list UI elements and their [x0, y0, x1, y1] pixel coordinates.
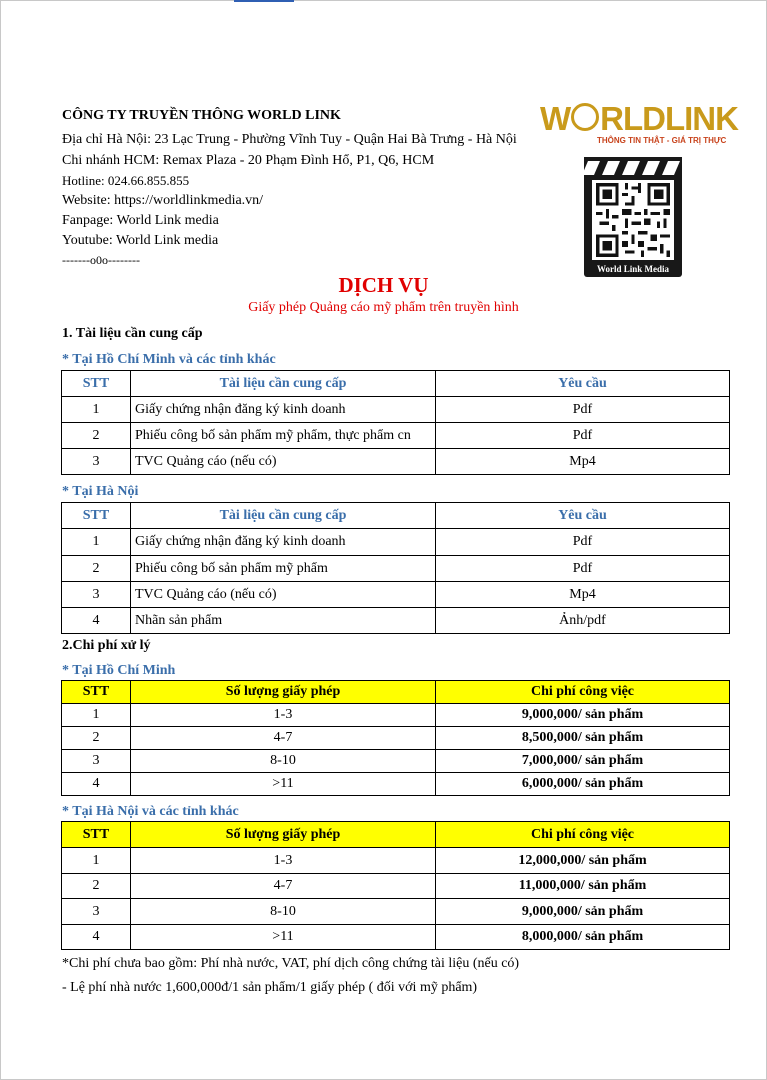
cell-stt: 2 [62, 556, 131, 582]
cell-stt: 4 [62, 608, 131, 634]
logo-text-end: RLDLINK [600, 100, 738, 137]
section2-heading: 2.Chi phí xử lý [62, 638, 151, 653]
cell-stt: 3 [62, 899, 131, 925]
table-row [62, 582, 730, 608]
cell-license-count: 8-10 [131, 750, 436, 773]
header-license-count: Số lượng giấy phép [131, 822, 436, 848]
header-stt: STT [62, 371, 131, 397]
cell-stt: 1 [62, 397, 131, 423]
company-branch: Chi nhánh HCM: Remax Plaza - 20 Phạm Đình Hổ, P1, Q6, HCM [62, 153, 435, 168]
cell-stt: 3 [62, 449, 131, 475]
header-stt: STT [62, 822, 131, 848]
cell-stt: 1 [62, 704, 131, 727]
cost-table-hcm [61, 680, 730, 796]
section1-hcm-label: * Tại Hồ Chí Minh và các tỉnh khác [62, 352, 276, 367]
clapperboard-icon [584, 157, 682, 179]
header-cost: Chi phí công việc [436, 822, 730, 848]
cell-document: Giấy chứng nhận đăng ký kinh doanh [131, 529, 436, 556]
header-divider: -------o0o-------- [62, 253, 140, 267]
table-row [62, 773, 730, 796]
logo-text-start: W [540, 100, 571, 137]
header-requirement: Yêu cầu [436, 503, 730, 529]
cell-document: Giấy chứng nhận đăng ký kinh doanh [131, 397, 436, 423]
cell-cost: 8,000,000/ sản phẩm [436, 925, 730, 950]
cell-stt: 3 [62, 750, 131, 773]
company-fanpage[interactable]: Fanpage: World Link media [62, 213, 219, 228]
table-row [62, 423, 730, 449]
note-excluded-costs: *Chi phí chưa bao gồm: Phí nhà nước, VAT, phí dịch công chứng tài liệu (nếu có) [62, 956, 520, 971]
cell-stt: 2 [62, 874, 131, 899]
table-row [62, 449, 730, 475]
table-row [62, 750, 730, 773]
section2-hn-label: * Tại Hà Nội và các tỉnh khác [62, 804, 239, 819]
company-address: Địa chỉ Hà Nội: 23 Lạc Trung - Phường Vĩnh Tuy - Quận Hai Bà Trưng - Hà Nội [62, 132, 517, 147]
cell-stt: 2 [62, 727, 131, 750]
section1-heading: 1. Tài liệu cần cung cấp [62, 326, 203, 341]
cell-document: TVC Quảng cáo (nếu có) [131, 582, 436, 608]
cell-document: Phiếu công bố sản phẩm mỹ phẩm, thực phẩm cn [131, 423, 436, 449]
cell-cost: 6,000,000/ sản phẩm [436, 773, 730, 796]
table-header-row [62, 371, 730, 397]
table-row [62, 608, 730, 634]
table-row [62, 397, 730, 423]
table-row [62, 848, 730, 874]
page-subtitle: Giấy phép Quảng cáo mỹ phẩm trên truyền hình [248, 300, 519, 315]
company-youtube[interactable]: Youtube: World Link media [62, 233, 219, 248]
cell-stt: 1 [62, 848, 131, 874]
section1-hn-label: * Tại Hà Nội [62, 484, 139, 499]
cell-document: Phiếu công bố sản phẩm mỹ phẩm [131, 556, 436, 582]
worldlink-logo [540, 100, 738, 138]
cell-requirement: Mp4 [436, 449, 730, 475]
cell-requirement: Pdf [436, 423, 730, 449]
header-license-count: Số lượng giấy phép [131, 681, 436, 704]
company-website[interactable]: Website: https://worldlinkmedia.vn/ [62, 193, 264, 208]
header-cost: Chi phí công việc [436, 681, 730, 704]
cell-requirement: Pdf [436, 397, 730, 423]
qr-caption: World Link Media [596, 264, 669, 274]
cell-requirement: Mp4 [436, 582, 730, 608]
cell-license-count: 4-7 [131, 874, 436, 899]
note-state-fee: - Lệ phí nhà nước 1,600,000đ/1 sản phẩm/1 giấy phép ( đối với mỹ phẩm) [62, 980, 478, 995]
cell-stt: 1 [62, 529, 131, 556]
cell-license-count: 1-3 [131, 848, 436, 874]
page-title: DỊCH VỤ [338, 273, 429, 297]
table-row [62, 874, 730, 899]
cell-requirement: Pdf [436, 529, 730, 556]
table-row [62, 727, 730, 750]
table-row [62, 529, 730, 556]
cell-license-count: 4-7 [131, 727, 436, 750]
section2-hcm-label: * Tại Hồ Chí Minh [62, 663, 176, 678]
table-row [62, 556, 730, 582]
table-header-row [62, 681, 730, 704]
docs-table-hcm [61, 370, 730, 475]
cell-cost: 9,000,000/ sản phẩm [436, 899, 730, 925]
cell-license-count: >11 [131, 925, 436, 950]
cell-cost: 9,000,000/ sản phẩm [436, 704, 730, 727]
docs-table-hn [61, 502, 730, 634]
cell-license-count: >11 [131, 773, 436, 796]
table-header-row [62, 822, 730, 848]
cell-document: Nhãn sản phẩm [131, 608, 436, 634]
cell-cost: 8,500,000/ sản phẩm [436, 727, 730, 750]
table-header-row [62, 503, 730, 529]
header-document: Tài liệu cần cung cấp [131, 503, 436, 529]
cell-requirement: Ảnh/pdf [436, 608, 730, 634]
cell-cost: 11,000,000/ sản phẩm [436, 874, 730, 899]
top-accent-bar [234, 0, 294, 2]
table-row [62, 925, 730, 950]
cell-document: TVC Quảng cáo (nếu có) [131, 449, 436, 475]
header-requirement: Yêu cầu [436, 371, 730, 397]
table-row [62, 704, 730, 727]
header-document: Tài liệu cần cung cấp [131, 371, 436, 397]
logo-o-ring-icon [571, 103, 599, 131]
cell-stt: 4 [62, 925, 131, 950]
cell-license-count: 1-3 [131, 704, 436, 727]
cell-stt: 3 [62, 582, 131, 608]
company-hotline: Hotline: 024.66.855.855 [62, 173, 190, 188]
cost-table-hn [61, 821, 730, 950]
logo-slogan: THÔNG TIN THẬT - GIÁ TRỊ THỰC [597, 136, 727, 145]
qr-code-icon [592, 180, 674, 260]
cell-requirement: Pdf [436, 556, 730, 582]
cell-cost: 7,000,000/ sản phẩm [436, 750, 730, 773]
cell-license-count: 8-10 [131, 899, 436, 925]
header-stt: STT [62, 503, 131, 529]
qr-code-image [584, 157, 682, 277]
cell-stt: 4 [62, 773, 131, 796]
cell-cost: 12,000,000/ sản phẩm [436, 848, 730, 874]
header-stt: STT [62, 681, 131, 704]
company-name: CÔNG TY TRUYỀN THÔNG WORLD LINK [62, 108, 341, 123]
table-row [62, 899, 730, 925]
cell-stt: 2 [62, 423, 131, 449]
